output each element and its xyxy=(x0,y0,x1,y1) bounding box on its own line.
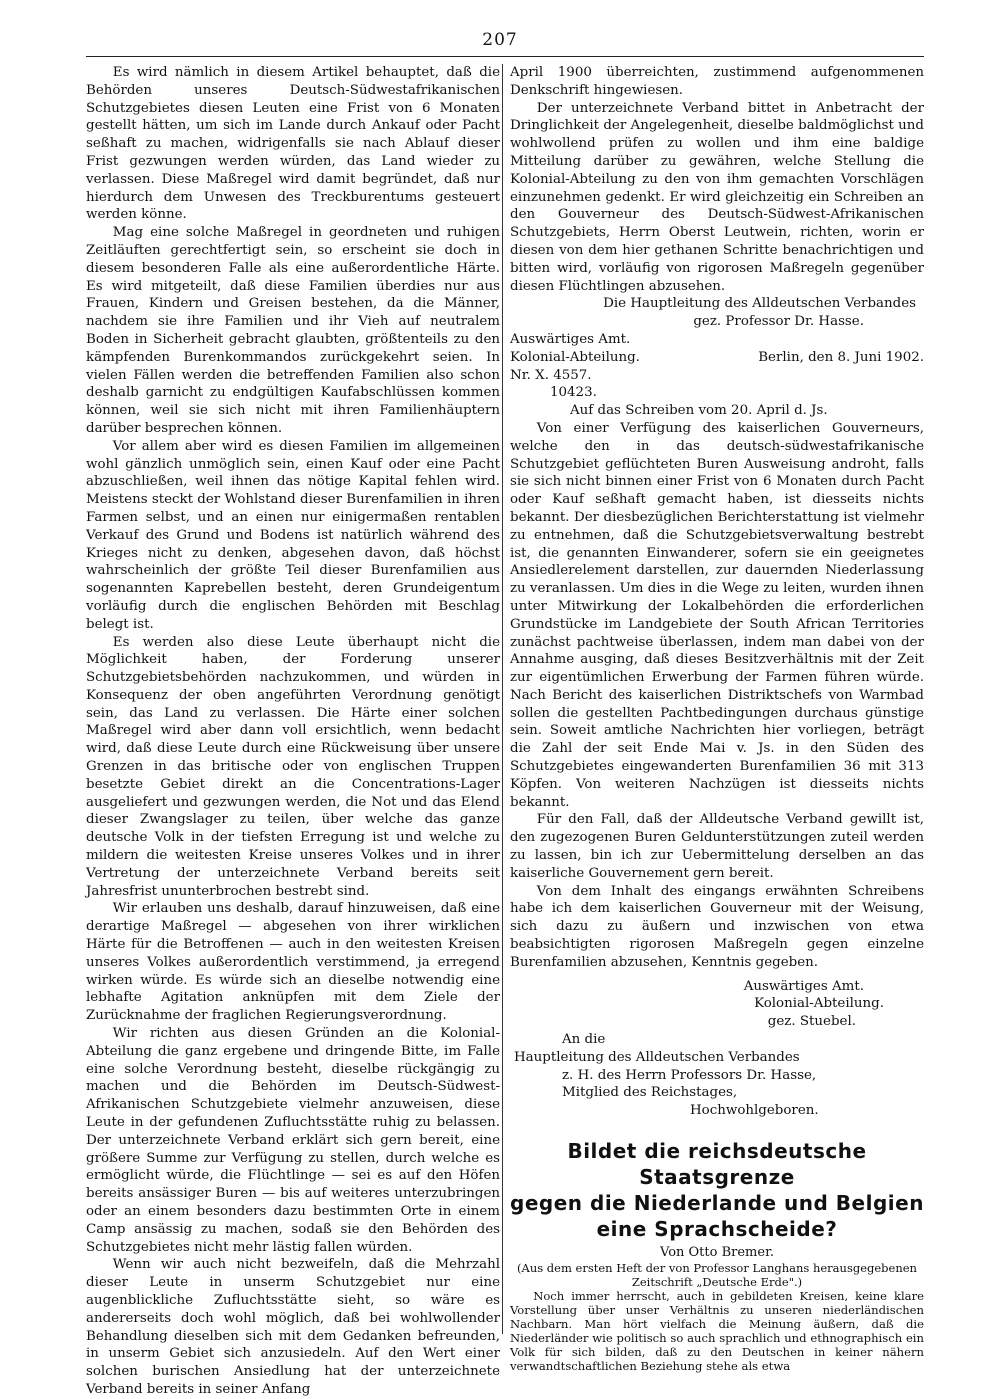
paragraph: Von dem Inhalt des eingangs erwähnten Schreibens habe ich dem kaiserlichen Gouverneur mit der Weisung, sich dazu zu äußern und inzwischen von etwa beabsichtigten rigorosen Maßregeln gegen einzelne Burenfamilien abzusehen, Kenntnis gegeben. xyxy=(510,883,924,970)
address-line: An die xyxy=(562,1032,606,1048)
article-source xyxy=(510,1261,924,1289)
address-line: Hauptleitung des Alldeutschen Verbandes xyxy=(514,1049,800,1065)
letterhead-row xyxy=(510,349,924,367)
signature-signer: gez. Stuebel. xyxy=(767,1014,856,1030)
article-author: Von Otto Bremer. xyxy=(660,1245,774,1261)
paragraph: Mag eine solche Maßregel in geordneten und ruhigen Zeitläuften gerechtfertigt sein, so erscheint sie doch in diesem besonderen Falle als eine außerordentliche Härte. Es wird mitgeteilt, daß diese Familien überdies nur aus Frauen, Kindern und Greisen bestehen, da die Männer, nachdem sie ihre Familien und ihr Vieh auf neutralem Boden in Sicherheit gebracht glaubten, größtenteils zu den kämpfenden Burenkommandos zurückgekehrt seien. In vielen Fällen werden die betreffenden Familien also schon deshalb garnicht zu endgültigen Kaufabschlüssen kommen können, weil sie sich nicht mit ihren Familienhäuptern darüber besprechen können. xyxy=(86,225,500,436)
reference-line: Auf das Schreiben vom 20. April d. Js. xyxy=(570,403,828,419)
article-title-line: gegen die Niederlande und Belgien eine Sprachscheide? xyxy=(510,1191,924,1242)
header-rule xyxy=(86,56,924,57)
letterhead-department: Kolonial-Abteilung. xyxy=(510,349,640,365)
page-number: 207 xyxy=(482,30,518,50)
paragraph: Wenn wir auch nicht bezweifeln, daß die Mehrzahl dieser Leute in unserm Schutzgebiet nur eine augenblickliche Zufluchtsstätte sieht, so wäre es andererseits doch wohl möglich, daß bei wohlwollender Behandlung dieselben sich mit dem Gedanken befreunden, in unserm Gebiet sich anzusiedeln. Auf den Wert einer solchen burischen Ansiedlung hat der unterzeichnete Verband bereits in seiner Anfang xyxy=(86,1257,500,1397)
address-line: Hochwohlgeboren. xyxy=(690,1103,819,1119)
article-source-line: (Aus dem ersten Heft der von Professor Langhans herausgegebenen xyxy=(517,1261,917,1276)
paragraph: Es wird nämlich in diesem Artikel behauptet, daß die Behörden unseres Deutsch-Südwestafrikanischen Schutzgebietes diesen Leuten eine Frist von 6 Monaten gestellt hätten, um sich im Lande durch Ankauf oder Pacht seßhaft zu machen, widrigenfalls sie nach Ablauf dieser Frist gezwungen werden würden, das Land wieder zu verlassen. Diese Maßregel wird damit begründet, daß nur hierdurch dem Unwesen des Treckburentums gesteuert werden könne. xyxy=(86,65,500,223)
paragraph: Wir erlauben uns deshalb, darauf hinzuweisen, daß eine derartige Maßregel — abgesehen von ihrer wirklichen Härte für die Betroffenen — auch in den weitesten Kreisen unseres Volkes außerordentlich verstimmend, ja erregend wirken würde. Es würde sich an dieselbe notwendig eine lebhafte Agitation anknüpfen mit dem Ziele der Zurücknahme der fraglichen Regierungsverordnung. xyxy=(86,901,500,1024)
reference-number: Nr. X. 4557. xyxy=(510,367,592,383)
signature-name: gez. Professor Dr. Hasse. xyxy=(693,314,864,330)
address-line: Mitglied des Reichstages, xyxy=(562,1085,738,1101)
paragraph: Wir richten aus diesen Gründen an die Kolonial-Abteilung die ganz ergebene und dringende Bitte, im Falle eine solche Verordnung besteht, dieselbe rückgängig zu machen und die Behörden im Deutsch-Südwest-Afrikanischen Schutzgebiete vielmehr anzuweisen, diese Leute in der gefundenen Zufluchtsstätte ruhig zu belassen. Der unterzeichnete Verband erklärt sich gern bereit, eine größere Summe zur Verfügung zu stellen, durch welche es ermöglicht würde, die Flüchtlinge — sei es auf den Höfen bereits ansässiger Buren — bis auf weiteres unterzubringen oder an einem besonders dazu bestimmten Orte in einem Camp ansässig zu machen, sodaß sie den Behörden des Schutzgebietes nicht mehr lästig fallen würden. xyxy=(86,1026,500,1255)
column-divider xyxy=(502,64,503,1334)
paragraph: Es werden also diese Leute überhaupt nicht die Möglichkeit haben, der Forderung unserer Schutzgebietsbehörden nachzukommen, und würden in Konsequenz der oben angeführten Verordnung genötigt sein, das Land zu verlassen. Die Härte einer solchen Maßregel wird aber dann voll ersichtlich, wenn bedacht wird, daß diese Leute durch eine Rückweisung über unsere Grenzen in das britische oder von englischen Truppen besetzte Gebiet direkt an die Concentrations-Lager ausgeliefert und gezwungen werden, die Not und das Elend dieser Zwangslager zu teilen, über welche das ganze deutsche Volk in der tiefsten Erregung ist und welche zu mildern die weitesten Kreise unseres Volkes und in ihrer Vertretung der unterzeichnete Verband bereits seit Jahresfrist ununterbrochen bestrebt sind. xyxy=(86,634,500,899)
signature-organisation: Die Hauptleitung des Alldeutschen Verbandes xyxy=(603,296,916,312)
left-column xyxy=(86,64,500,1397)
right-column xyxy=(510,64,925,1374)
signature-office: Auswärtiges Amt. xyxy=(743,978,864,994)
article-source-line: Zeitschrift „Deutsche Erde".) xyxy=(631,1275,803,1290)
place-date: Berlin, den 8. Juni 1902. xyxy=(758,349,924,365)
article-title-line: Bildet die reichsdeutsche Staatsgrenze xyxy=(567,1139,867,1190)
reference-number-2: 10423. xyxy=(550,385,597,401)
paragraph: Für den Fall, daß der Alldeutsche Verband gewillt ist, den zugezogenen Buren Geldunterstützungen zuteil werden zu lassen, bin ich zur Uebermittelung derselben an das kaiserliche Gouvernement gern bereit. xyxy=(510,812,924,881)
paragraph: Von einer Verfügung des kaiserlichen Gouverneurs, welche den in das deutsch-südwestafrikanische Schutzgebiet geflüchteten Buren Ausweisung androht, falls sie sich nicht binnen einer Frist von 6 Monaten durch Pacht oder Kauf seßhaft gemacht haben, ist diesseits nichts bekannt. Der diesbezüglichen Berichterstattung ist vielmehr zu entnehmen, daß die Schutzgebietsverwaltung bestrebt ist, die genannten Einwanderer, sofern sie ein geeignetes Ansiedlerelement darstellen, zur dauernden Niederlassung zu veranlassen. Um dies in die Wege zu leiten, wurden ihnen unter Mitwirkung der Lokalbehörden die erforderlichen Grundstücke im Landgebiete der South African Territories zunächst pachtweise überlassen, indem man dabei von der Annahme ausging, daß dieses Besitzverhältnis mit der Zeit zur eigentümlichen Erwerbung der Farmen führen würde. Nach Bericht des kaiserlichen Distriktschefs von Warmbad sollen die gestellten Pachtbedingungen durchaus günstige sein. Soweit amtliche Nachrichten hier vorliegen, beträgt die Zahl der seit Ende Mai v. Js. in den Süden des Schutzgebietes eingewanderten Burenfamilien 36 mit 313 Köpfen. Von weiteren Nachzügen ist diesseits nichts bekannt. xyxy=(510,420,925,810)
paragraph: Vor allem aber wird es diesen Familien im allgemeinen wohl gänzlich unmöglich sein, einen Kauf oder eine Pacht abzuschließen, weil ihnen das nötige Kapital fehlen wird. Meistens steckt der Wohlstand dieser Burenfamilien in ihren Farmen selbst, und an einen nur einigermaßen rentablen Verkauf des Grund und Bodens ist natürlich während des Krieges nicht zu denken, abgesehen davon, daß höchst wahrscheinlich der größte Teil dieser Burenfamilien aus sogenannten Kaprebellen besteht, deren Grundeigentum vorläufig durch die englischen Behörden mit Beschlag belegt ist. xyxy=(86,438,500,632)
signature-department: Kolonial-Abteilung. xyxy=(754,996,884,1012)
paragraph-continued: April 1900 überreichten, zustimmend aufgenommenen Denkschrift hingewiesen. xyxy=(510,65,924,98)
address-block xyxy=(510,1031,924,1120)
address-line: z. H. des Herrn Professors Dr. Hasse, xyxy=(562,1067,817,1083)
article-title xyxy=(510,1138,924,1242)
letterhead-office: Auswärtiges Amt. xyxy=(510,331,631,347)
paragraph: Der unterzeichnete Verband bittet in Anbetracht der Dringlichkeit der Angelegenheit, dieselbe baldmöglichst und wohlwollend prüfen zu wollen und ihm eine baldige Mitteilung darüber zu gewähren, welche Stellung die Kolonial-Abteilung zu den von ihm gemachten Vorschlägen einzunehmen gedenkt. Er wird gleichzeitig ein Schreiben an den Gouverneur des Deutsch-Südwest-Afrikanischen Schutzgebiets, Herrn Oberst Leutwein, richten, worin er diesen von dem hier gethanen Schritte benachrichtigen und bitten wird, vorläufig von rigorosen Maßregeln gegenüber diesen Flüchtlingen abzusehen. xyxy=(510,100,924,294)
article-intro: Noch immer herrscht, auch in gebildeten Kreisen, keine klare Vorstellung über unser Verhältnis zu unseren niederländischen Nachbarn. Man hört vielfach die Meinung äußern, daß die Niederländer wie politisch so auch sprachlich und ethnographisch ein Volk für sich bilden, daß zu den Deutschen in keiner nähern verwandtschaftlichen Beziehung stehe als etwa xyxy=(510,1289,924,1374)
